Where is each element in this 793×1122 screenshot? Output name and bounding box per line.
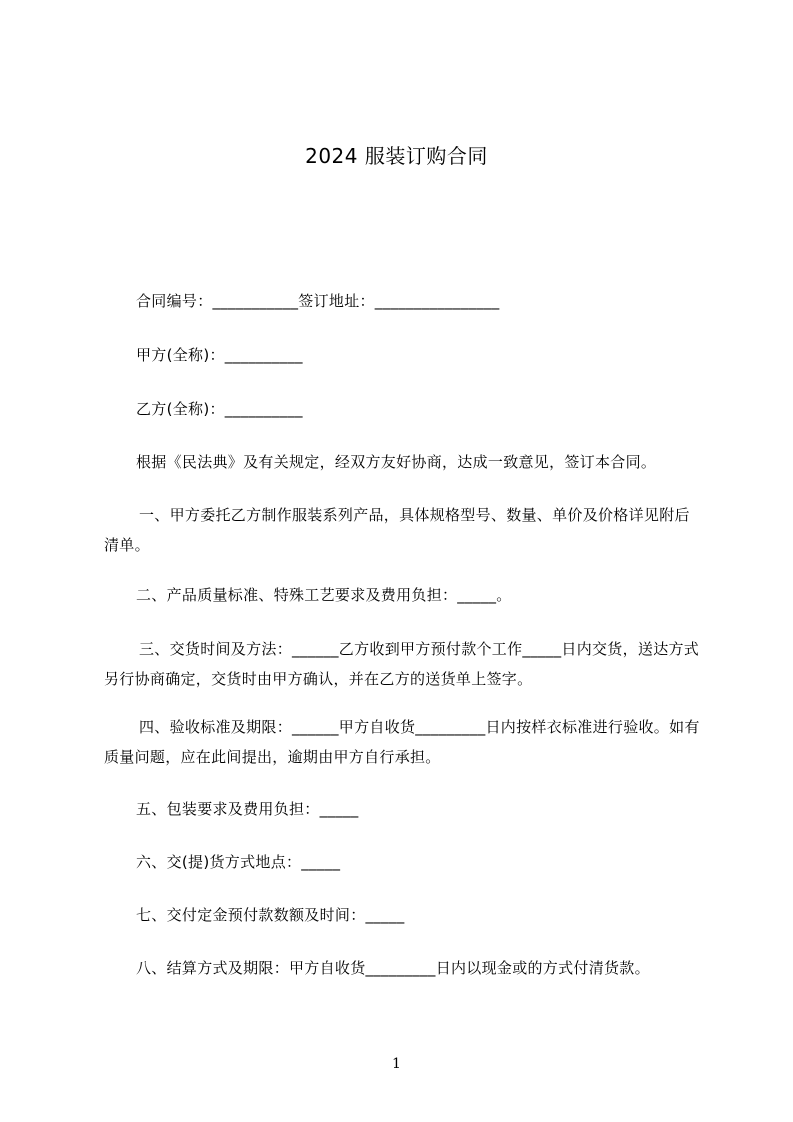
preamble-paragraph: 根据《民法典》及有关规定，经双方友好协商，达成一致意见，签订本合同。 [136,453,657,471]
clause-5: 五、包装要求及费用负担：_____ [136,800,359,818]
clause-7: 七、交付定金预付款数额及时间：_____ [136,906,405,924]
clause-6: 六、交(提)货方式地点：_____ [136,853,341,871]
clause-8: 八、结算方式及期限：甲方自收货_________日内以现金或的方式付清货款。 [136,959,650,977]
clause-2: 二、产品质量标准、特殊工艺要求及费用负担：_____。 [136,586,512,604]
contract-number-line: 合同编号：___________签订地址：________________ [136,292,500,310]
party-a-line: 甲方(全称)：__________ [136,346,303,364]
clause-3: 三、交货时间及方法：______乙方收到甲方预付款个工作_____日内交货，送达方式另行协商确定，交货时由甲方确认，并在乙方的送货单上签字。 [104,640,700,688]
party-b-line: 乙方(全称)：__________ [136,400,303,418]
clause-1: 一、甲方委托乙方制作服装系列产品，具体规格型号、数量、单价及价格详见附后清单。 [104,506,690,554]
page-number: 1 [392,1056,401,1072]
clause-4: 四、验收标准及期限：______甲方自收货_________日内按样衣标准进行验收。如有质量问题，应在此间提出，逾期由甲方自行承担。 [104,718,700,766]
document-title: 2024 服装订购合同 [305,144,488,168]
